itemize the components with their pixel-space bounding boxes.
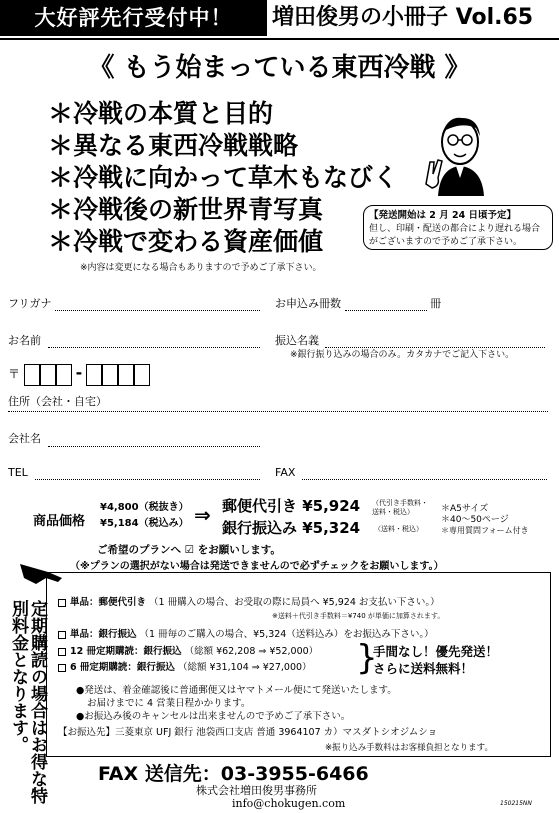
- spec-pages: ＊40〜50ページ: [441, 515, 509, 525]
- plan-option-6[interactable]: 6 冊定期購読：銀行振込 （総額 ¥31,104 ⇒ ¥27,000）: [58, 661, 312, 674]
- author-caricature-illustration: [418, 112, 498, 196]
- name-label: お名前: [8, 334, 41, 347]
- fax-number: FAX 送信先：03-3955-6466: [98, 763, 369, 785]
- subscription-side-text: 定期購読の場合はお得な特別料金となります。: [8, 600, 47, 804]
- bank-info: 【お振込先】三菱東京 UFJ 銀行 池袋西口支店 普通 3964107 カ）マスダトシオジムショ: [58, 727, 438, 738]
- zip-digit-box[interactable]: [134, 364, 150, 386]
- company-name: 株式会社増田俊男事務所: [196, 784, 317, 797]
- shipping-notice-body: 但し、印刷・配送の都合により遅れる場合がございますので予めご了承下さい。: [369, 224, 541, 247]
- fax-field[interactable]: [302, 479, 547, 480]
- company-field[interactable]: [48, 446, 260, 447]
- tel-label: TEL: [8, 466, 28, 479]
- plan-option-bank[interactable]: 単品：銀行振込 （1 冊毎のご購入の場合、¥5,324（送料込み）をお振込み下さい。）: [58, 628, 434, 641]
- bullet-delivery: お届けまでに 4 営業日程かかります。: [87, 698, 251, 709]
- price-cod: 郵便代引き ¥5,924: [222, 497, 361, 515]
- document-code: 150215NN: [500, 800, 532, 807]
- quantity-field[interactable]: [345, 310, 427, 311]
- zip-digit-box[interactable]: [24, 364, 40, 386]
- topic-item: ＊異なる東西冷戦戦略: [48, 131, 299, 160]
- price-arrow: ⇒: [194, 503, 211, 527]
- bullet-cancel: ●お振込み後のキャンセルは出来ませんので予めご了承下さい。: [76, 711, 351, 722]
- price-with-tax: ¥5,184（税込み）: [100, 518, 189, 529]
- zip-digit-box[interactable]: [86, 364, 102, 386]
- topic-item: ＊冷戦後の新世界青写真: [48, 195, 324, 224]
- name-field[interactable]: [48, 347, 260, 348]
- shipping-notice-title: 【発送開始は 2 月 24 日頃予定】: [369, 210, 517, 221]
- tel-field[interactable]: [35, 479, 260, 480]
- price-cod-note: （代引き手数料・送料・税込）: [372, 499, 428, 516]
- fax-label: FAX: [275, 466, 296, 479]
- plan-intro: ご希望のプランへ ☑ をお願いします。: [97, 544, 281, 556]
- zip-digit-box[interactable]: [40, 364, 56, 386]
- bank-fee-note: ※振り込み手数料はお客様負担となります。: [325, 743, 493, 753]
- topic-item: ＊冷戦の本質と目的: [48, 99, 274, 128]
- plan-warning: （※プランの選択がない場合は発送できませんので必ずチェックをお願いします。）: [70, 561, 444, 572]
- brace-glyph: }: [356, 638, 378, 678]
- shipping-notice-box: [363, 205, 553, 250]
- header-title: 増田俊男の小冊子 Vol.65: [272, 5, 534, 30]
- address-field[interactable]: [8, 411, 548, 412]
- address-label: 住所（会社・自宅）: [8, 395, 107, 408]
- price-label: 商品価格: [33, 514, 86, 529]
- transfer-name-field[interactable]: [325, 347, 545, 348]
- zip-mark: 〒: [8, 367, 21, 381]
- header-divider: [0, 38, 559, 40]
- plan-checkbox[interactable]: [58, 648, 66, 656]
- zip-digit-box[interactable]: [56, 364, 72, 386]
- quantity-unit: 冊: [430, 297, 441, 310]
- content-note: ※内容は変更になる場合もありますので予めご了承下さい。: [80, 263, 322, 273]
- transfer-name-label: 振込名義: [275, 334, 319, 347]
- furigana-field[interactable]: [55, 310, 260, 311]
- plan-checkbox[interactable]: [58, 664, 66, 672]
- price-bank-note: （送料・税込）: [374, 525, 423, 533]
- topic-item: ＊冷戦で変わる資産価値: [48, 227, 324, 256]
- plan-checkbox[interactable]: [58, 631, 66, 639]
- plan-cod-note: ※送料＋代引き手数料＝¥740 が単価に加算されます。: [272, 612, 445, 620]
- contact-email[interactable]: info@chokugen.com: [232, 797, 346, 810]
- zip-code-field[interactable]: 〒 -: [8, 362, 150, 386]
- topic-item: ＊冷戦に向かって草木もなびく: [48, 163, 399, 192]
- quantity-label: お申込み冊数: [275, 297, 341, 310]
- plan-option-12[interactable]: 12 冊定期購読：銀行振込 （総額 ¥62,208 ⇒ ¥52,000）: [58, 645, 318, 658]
- company-label: 会社名: [8, 432, 41, 445]
- booklet-subtitle: 《 もう始まっている東西冷戦 》: [88, 53, 471, 83]
- zip-digit-box[interactable]: [102, 364, 118, 386]
- bullet-shipping: ●発送は、着金確認後に普通郵便又はヤマトメール便にて発送いたします。: [76, 685, 397, 696]
- plan-checkbox[interactable]: [58, 599, 66, 607]
- spec-size: ＊A5サイズ: [441, 504, 489, 514]
- header-badge: 大好評先行受付中！: [0, 0, 267, 36]
- plan-option-cod[interactable]: 単品：郵便代引き （1 冊購入の場合、お受取の際に局員へ ¥5,924 お支払い下さい。）: [58, 596, 440, 609]
- promo-text: 手間なし！優先発送！ さらに送料無料！: [373, 644, 499, 676]
- furigana-label: フリガナ: [8, 297, 52, 310]
- price-pre-tax: ¥4,800（税抜き）: [100, 502, 189, 513]
- zip-digit-box[interactable]: [118, 364, 134, 386]
- price-bank: 銀行振込み ¥5,324: [222, 519, 361, 537]
- transfer-name-note: ※銀行振り込みの場合のみ。カタカナでご記入下さい。: [290, 350, 515, 360]
- spec-form: ＊専用質問フォーム付き: [441, 526, 529, 535]
